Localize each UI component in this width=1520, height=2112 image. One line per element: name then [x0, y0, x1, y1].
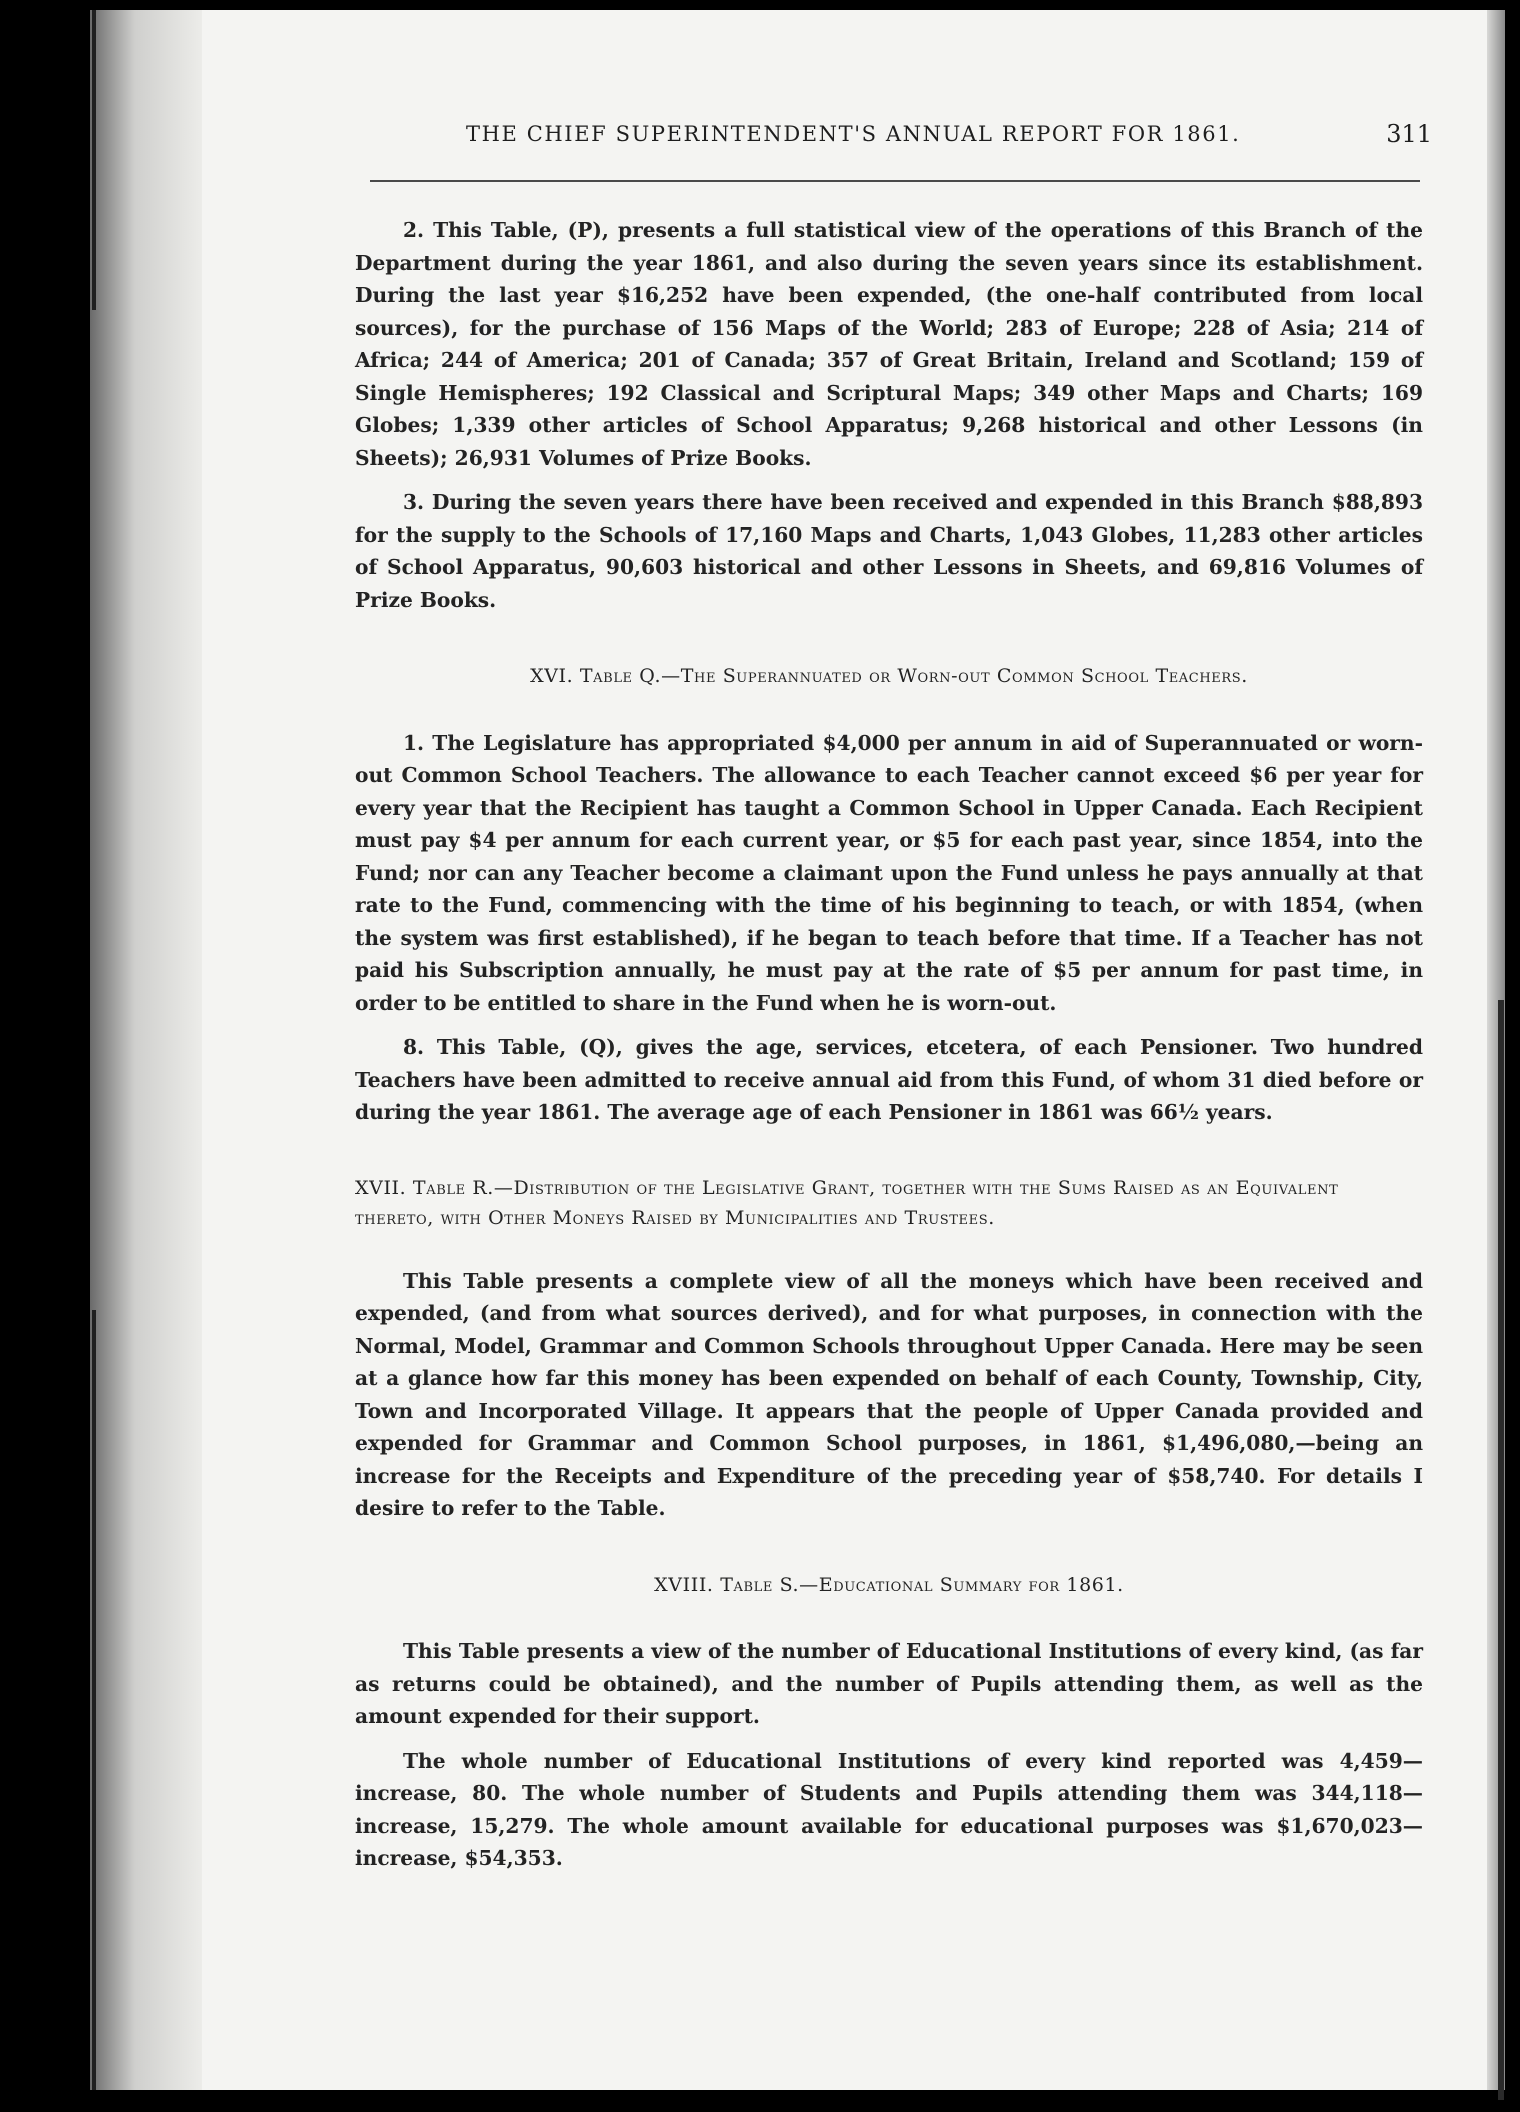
paragraph: 8. This Table, (Q), gives the age, services, etcetera, of each Pensioner. Two hundred Teachers have been admitted to receive annual aid from this Fund, of whom 31 died before or during the year 1861. The average age of each Pensioner in 1861 was 66½ years. [355, 1035, 1423, 1124]
paragraph: 1. The Legislature has appropriated $4,000 per annum in aid of Superannuated or worn-out Common School Teachers. The allowance to each Teacher cannot exceed $6 per year for every year that the Recipient has taught a Common School in Upper Canada. Each Recipient must pay $4 per annum for each current year, or $5 for each past year, since 1854, into the Fund; nor can any Teacher become a claimant upon the Fund unless he pays annually at that rate to the Fund, commencing with the time of his beginning to teach, or with 1854, (when the system was first established), if he began to teach before that time. If a Teacher has not paid his Subscription annually, he must pay at the rate of $5 per annum for past time, in order to be entitled to share in the Fund when he is worn-out. [355, 730, 1423, 1015]
binding-edge-line [92, 10, 96, 310]
page-edge-line [1498, 1000, 1504, 2100]
running-header-title: THE CHIEF SUPERINTENDENT'S ANNUAL REPORT FOR 1861. [466, 122, 1241, 146]
section-heading-xviii: XVIII. Table S.—Educational Summary for 1861. [654, 1573, 1124, 1596]
binding-shadow [90, 10, 202, 2090]
section-heading-xvii: XVII. Table R.—Distribution of the Legislative Grant, together with the Sums Raised as an Equivalent thereto, with Other Moneys Raised by Municipalities and Trustees. [355, 1176, 1339, 1229]
paragraph: The whole number of Educational Institutions of every kind reported was 4,459—increase, 80. The whole number of Students and Pupils attending them was 344,118—increase, 15,279. The whole amount available for educational purposes was $1,670,023—increase, $54,353. [355, 1748, 1423, 1870]
scanned-page [90, 10, 1505, 2090]
paragraph: 3. During the seven years there have been received and expended in this Branch $88,893 for the supply to the Schools of 17,160 Maps and Charts, 1,043 Globes, 11,283 other articles of School Apparatus, 90,603 historical and other Lessons in Sheets, and 69,816 Volumes of Prize Books. [355, 490, 1423, 612]
page-body [355, 214, 1423, 1887]
running-header [370, 118, 1440, 162]
binding-edge-line [92, 1310, 96, 2090]
paragraph: 2. This Table, (P), presents a full statistical view of the operations of this Branch of the Department during the year 1861, and also during the seven years since its establishment. During the last year $16,252 have been expended, (the one-half contributed from local sources), for the purchase of 156 Maps of the World; 283 of Europe; 228 of Asia; 214 of Africa; 244 of America; 201 of Canada; 357 of Great Britain, Ireland and Scotland; 159 of Single Hemispheres; 192 Classical and Scriptural Maps; 349 other Maps and Charts; 169 Globes; 1,339 other articles of School Apparatus; 9,268 historical and other Lessons (in Sheets); 26,931 Volumes of Prize Books. [355, 218, 1423, 470]
paragraph: This Table presents a view of the number of Educational Institutions of every kind, (as far as returns could be obtained), and the number of Pupils attending them, as well as the amount expended for their support. [355, 1639, 1423, 1728]
header-rule [370, 180, 1420, 182]
paragraph: This Table presents a complete view of all the moneys which have been received and expended, (and from what sources derived), and for what purposes, in connection with the Normal, Model, Grammar and Common Schools throughout Upper Canada. Here may be seen at a glance how far this money has been expended on behalf of each County, Township, City, Town and Incorporated Village. It appears that the people of Upper Canada provided and expended for Grammar and Common School purposes, in 1861, $1,496,080,—being an increase for the Receipts and Expenditure of the preceding year of $58,740. For details I desire to refer to the Table. [355, 1268, 1423, 1520]
section-heading-xvi: XVI. Table Q.—The Superannuated or Worn-out Common School Teachers. [530, 665, 1248, 687]
page-number: 311 [1386, 120, 1432, 148]
